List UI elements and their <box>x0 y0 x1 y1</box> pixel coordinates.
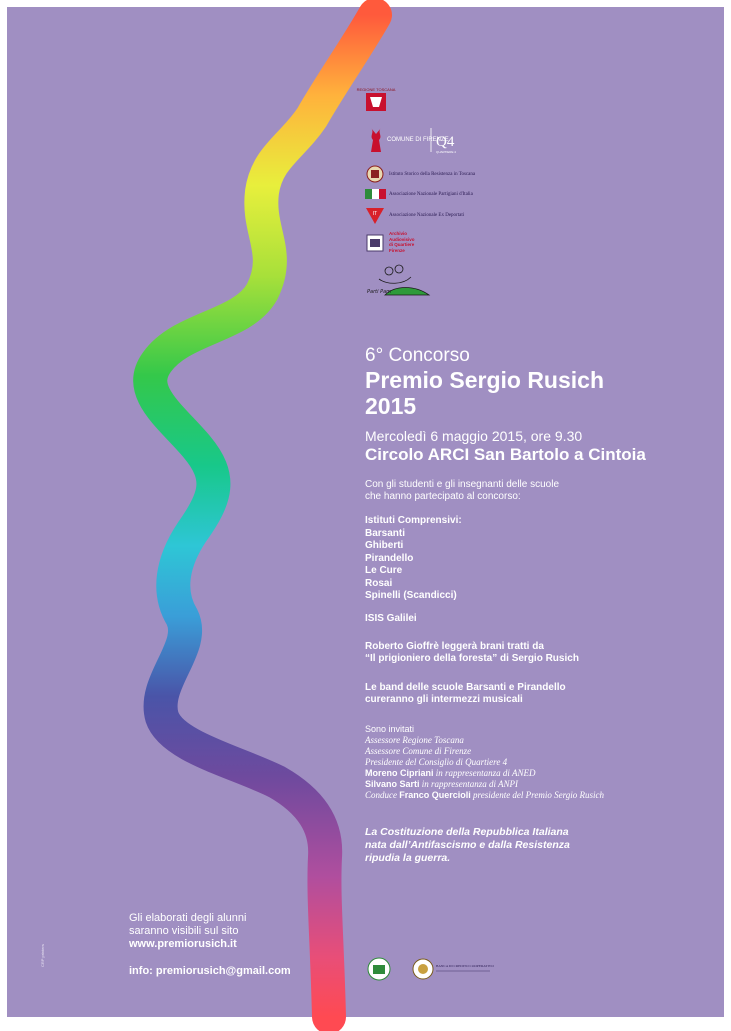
comune-firenze-logo <box>365 124 475 161</box>
school-item: Barsanti <box>365 527 406 539</box>
invited-role: in rappresentanza di ANED <box>433 767 536 778</box>
invited-heading: Sono invitati <box>365 723 415 734</box>
invited-line <box>365 790 705 801</box>
constitution-quote <box>365 826 705 865</box>
invited-prefix: Conduce <box>365 789 400 800</box>
invited-line <box>365 768 705 779</box>
org4-line-2: Audiovisivo <box>389 236 415 242</box>
invited-line: Assessore Regione Toscana <box>365 734 464 745</box>
event-date: Mercoledì 6 maggio 2015, ore 9.30 <box>365 428 583 444</box>
regione-toscana-logo <box>356 87 396 118</box>
website-url[interactable]: www.premiorusich.it <box>129 938 237 950</box>
comune-name: COMUNE DI FIRENZE <box>387 137 449 143</box>
edition: 6° Concorso <box>365 345 470 366</box>
svg-text:IT: IT <box>372 211 378 217</box>
q4-text: Q4 <box>436 134 455 150</box>
istituto-storico-logo <box>365 164 476 189</box>
anpi-logo <box>365 187 473 206</box>
handwritten-text: Parti Pam <box>367 289 392 295</box>
music-line-2: cureranno gli intermezzi musicali <box>365 694 523 705</box>
org3-text: Associazione Nazionale Ex Deportati <box>389 213 465 218</box>
school-item: Rosai <box>365 577 393 589</box>
website-note <box>129 912 349 951</box>
printer-credit: CRP printers <box>40 944 45 967</box>
bottom-logo-1 <box>367 957 391 986</box>
invited-name: Franco Quercioli <box>399 789 471 800</box>
quote-line-1: La Costituzione della Repubblica Italiana <box>365 825 569 838</box>
invited-role: presidente del Premio Sergio Rusich <box>470 789 605 800</box>
music-note <box>365 682 705 707</box>
org4-line-1: Archivio <box>389 231 408 236</box>
invited-name: Silvano Sarti <box>365 778 420 789</box>
contact-email[interactable]: info: premiorusich@gmail.com <box>129 965 291 977</box>
schools-heading: Istituti Comprensivi: <box>365 515 462 526</box>
isis-school: ISIS Galilei <box>365 612 417 624</box>
invited-role: in rappresentanza di ANPI <box>419 778 519 789</box>
invited-line <box>365 779 705 790</box>
bcc-logo <box>412 957 492 986</box>
poster <box>7 7 724 1017</box>
org4-line-4: Firenze <box>389 247 405 253</box>
reading-note <box>365 641 705 666</box>
aned-logo <box>365 207 465 230</box>
org4-line-3: di Quartiere <box>389 242 415 247</box>
website-line-1: Gli elaborati degli alunni <box>129 912 247 924</box>
event-venue: Circolo ARCI San Bartolo a Cintoia <box>365 445 646 464</box>
school-item: Spinelli (Scandicci) <box>365 590 457 601</box>
intro-text <box>365 479 705 503</box>
q4-subtitle: QUARTIERE 4 <box>436 150 456 154</box>
org1-text: Istituto Storico della Resistenza in Toscana <box>389 172 476 177</box>
school-item: Ghiberti <box>365 540 404 551</box>
regione-text: REGIONE TOSCANA <box>356 87 396 92</box>
sponsor-name: BANCA DI CREDITO COOPERATIVO <box>436 964 494 968</box>
quote-line-3: ripudia la guerra. <box>365 851 451 864</box>
school-item: Le Cure <box>365 565 403 576</box>
archivio-logo <box>365 231 415 260</box>
website-line-2: saranno visibili sul sito <box>129 925 239 937</box>
parti-pam-drawing <box>365 259 435 308</box>
invited-name: Moreno Cipriani <box>365 767 434 778</box>
school-item: Pirandello <box>365 552 414 564</box>
reading-line-2: “Il prigioniero della foresta” di Sergio Rusich <box>365 653 579 664</box>
music-line-1: Le band delle scuole Barsanti e Pirandello <box>365 681 566 693</box>
invited-line: Assessore Comune di Firenze <box>365 745 472 756</box>
intro-line-2: che hanno partecipato al concorso: <box>365 491 521 502</box>
event-year: 2015 <box>365 393 417 419</box>
intro-line-1: Con gli studenti e gli insegnanti delle scuole <box>365 479 560 490</box>
event-info <box>365 345 705 865</box>
quote-line-2: nata dall’Antifascismo e dalla Resistenza <box>365 838 570 851</box>
invited-line: Presidente del Consiglio di Quartiere 4 <box>365 756 508 767</box>
event-title: Premio Sergio Rusich <box>365 367 605 393</box>
org2-text: Associazione Nazionale Partigiani d'Italia <box>389 192 473 197</box>
reading-line-1: Roberto Gioffrè leggerà brani tratti da <box>365 640 544 652</box>
